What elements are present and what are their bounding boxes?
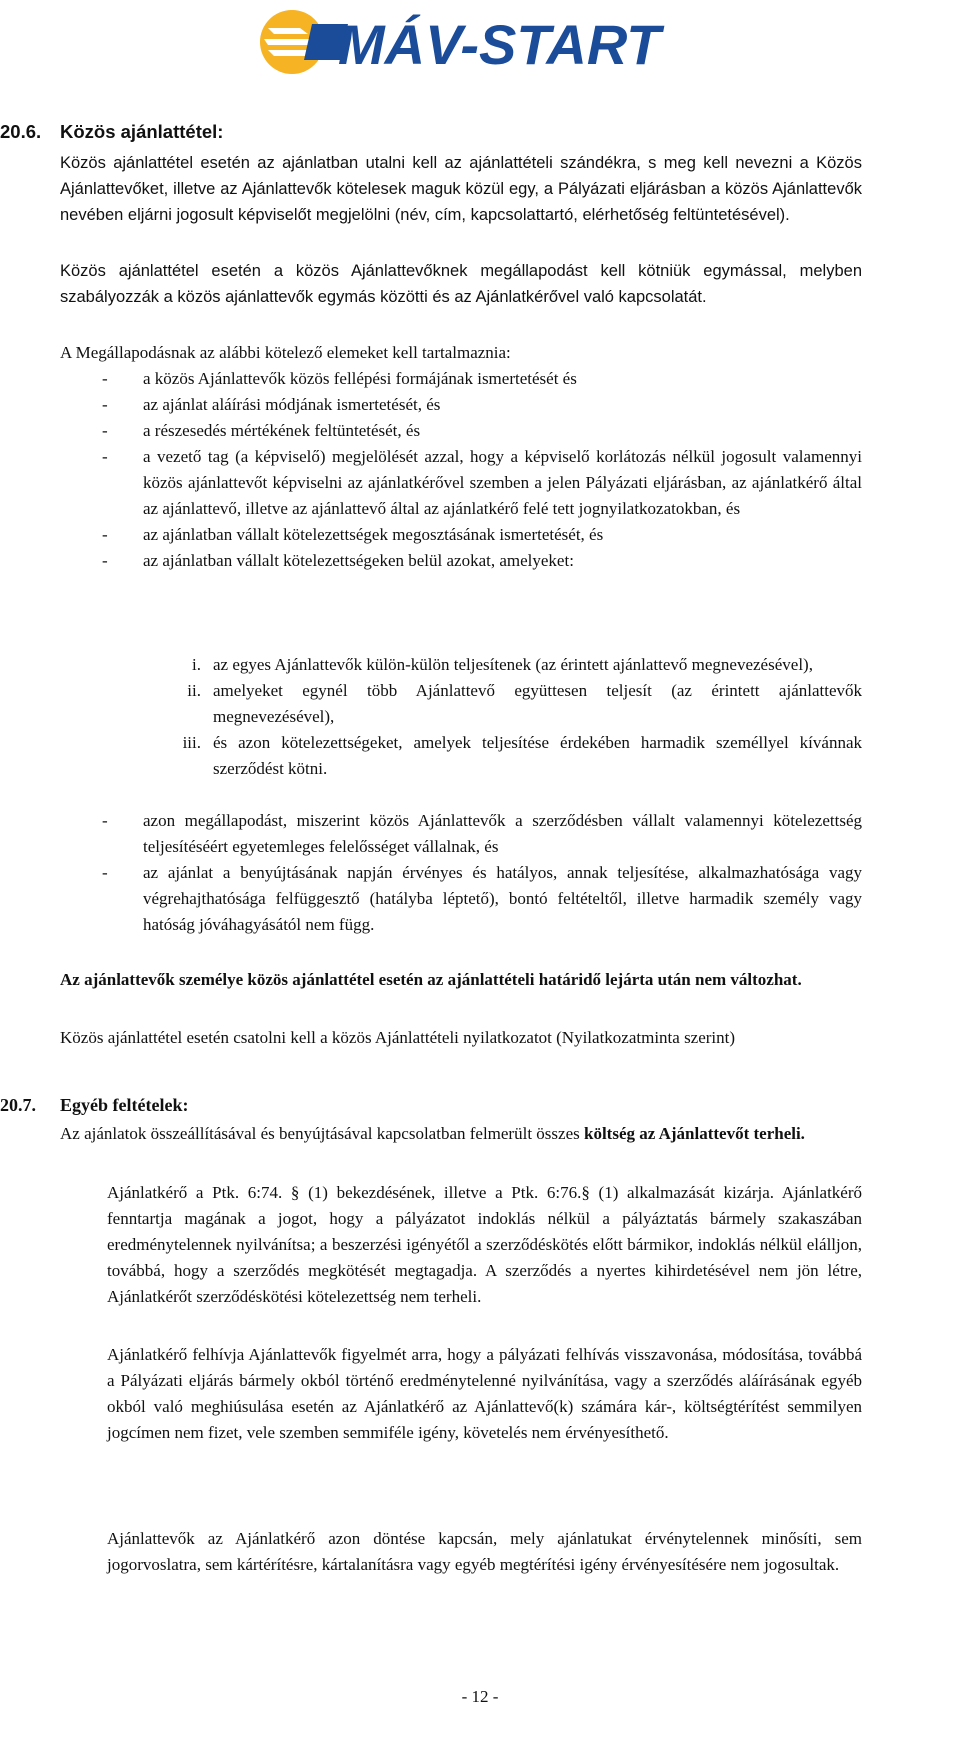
cost-intro: Az ajánlatok összeállításával és benyújtásával kapcsolatban felmerült összes — [60, 1124, 584, 1143]
sub-items-list — [182, 652, 862, 782]
list-item — [182, 730, 862, 782]
list-item-text: a vezető tag (a képviselő) megjelölését azzal, hogy a képviselő korlátozás nélkül jogosult valamennyi közös ajánlattevőt képviselni az ajánlatkérővel szemben a jelen Pályázati eljárásban, az ajánlatkérő által az ajánlattevő, illetve az ajánlattevő által az ajánlatkérő felé tett jognyilatkozatokban, és — [143, 447, 862, 518]
list-item-text: az egyes Ajánlattevők külön-külön teljesítenek (az érintett ajánlattevő megnevezésével), — [213, 655, 813, 674]
list-item-text: az ajánlatban vállalt kötelezettségeken belül azokat, amelyeket: — [143, 551, 574, 570]
dash-marker: - — [102, 369, 108, 388]
list-item — [102, 860, 862, 938]
bold-note: Az ajánlattevők személye közös ajánlattétel esetén az ajánlattételi határidő lejárta után nem változhat. — [60, 970, 802, 989]
list-item — [102, 808, 862, 860]
attach-note: Közös ajánlattétel esetén csatolni kell a közös Ajánlattételi nyilatkozatot (Nyilatkozatminta szerint) — [60, 1028, 736, 1047]
list-item-text: azon megállapodást, miszerint közös Ajánlattevők a szerződésben vállalt valamennyi kötelezettség teljesítéséért egyetemleges felelősséget vállalnak, és — [143, 811, 862, 856]
roman-marker: iii. — [182, 733, 201, 752]
dash-marker: - — [102, 421, 108, 440]
list-item — [102, 548, 862, 574]
list-item-text: az ajánlat a benyújtásának napján érvényes és hatályos, annak teljesítése, alkalmazhatósága vagy végrehajthatósága felfüggesztő (hatályba léptető), bontó feltételtől, illetve harmadik személy vagy hatóság jóváhagyásától nem függ. — [143, 863, 862, 934]
paragraph-ptk: Ajánlatkérő a Ptk. 6:74. § (1) bekezdésének, illetve a Ptk. 6:76.§ (1) alkalmazását kizárja. Ajánlatkérő fenntartja magának a jogot, hogy a pályázatot indoklás nélkül a pályáztatás bármely szakaszában eredménytelennek nyilvánítsa; a beszerzési igényétől a szerződéskötés előtt bármikor, indoklás nélkül elálljon, továbbá, hogy a szerződés megkötését megtagadja. A szerződés a nyertes kihirdetésével nem jön létre, Ajánlatkérőt szerződéskötési kötelezettség nem terheli. — [107, 1183, 862, 1306]
list-item-text: a közös Ajánlattevők közös fellépési formájának ismertetését és — [143, 369, 577, 388]
dash-marker: - — [102, 447, 108, 466]
list-item-text: az ajánlat aláírási módjának ismertetését, és — [143, 395, 441, 414]
section-number: 20.7. — [0, 1095, 36, 1115]
dash-marker: - — [102, 395, 108, 414]
list-item — [102, 444, 862, 522]
list-item — [102, 522, 862, 548]
paragraph-no-remedy: Ajánlattevők az Ajánlatkérő azon döntése kapcsán, mely ajánlatukat érvénytelennek minősíti, sem jogorvoslatra, sem kártérítésre, kártalanításra vagy egyéb megtérítési igény érvényesítésére nem jogosultak. — [107, 1529, 862, 1574]
list-item — [102, 366, 862, 392]
logo-text: MÁV-START — [338, 13, 661, 76]
cost-bold: költség az Ajánlattevőt terheli. — [583, 1124, 805, 1143]
list-item — [187, 678, 862, 730]
list-item — [192, 652, 862, 678]
section-number: 20.6. — [0, 121, 42, 142]
cost-paragraph — [60, 1121, 862, 1147]
paragraph-joint-bid-intro: Közös ajánlattétel esetén az ajánlatban utalni kell az ajánlattételi szándékra, s meg kell nevezni a Közös Ajánlattevőket, illetve az Ajánlattevők kötelesek maguk közül egy, a Pályázati eljárásban a közös Ajánlattevők nevében eljárni jogosult képviselőt megjelölni (név, cím, kapcsolattartó, elérhetőség feltüntetésével). — [60, 154, 862, 224]
page-number: - 12 - — [461, 1687, 499, 1706]
list-item — [102, 392, 862, 418]
dash-marker: - — [102, 863, 108, 882]
roman-marker: ii. — [187, 681, 201, 700]
agreement-intro: A Megállapodásnak az alábbi kötelező elemeket kell tartalmaznia: — [60, 343, 511, 362]
requirements-list-continued — [102, 808, 862, 938]
list-item-text: az ajánlatban vállalt kötelezettségek megosztásának ismertetését, és — [143, 525, 604, 544]
list-item-text: a részesedés mértékének feltüntetését, és — [143, 421, 421, 440]
section-title: Egyéb feltételek: — [60, 1095, 189, 1115]
roman-marker: i. — [192, 655, 201, 674]
requirements-list — [102, 366, 862, 574]
mav-start-logo — [252, 6, 672, 78]
list-item-text: és azon kötelezettségeket, amelyek teljesítése érdekében harmadik személlyel kívánnak szerződést kötni. — [213, 733, 862, 778]
dash-marker: - — [102, 551, 108, 570]
paragraph-withdrawal: Ajánlatkérő felhívja Ajánlattevők figyelmét arra, hogy a pályázati felhívás visszavonása, módosítása, továbbá a Pályázati eljárás bármely okból történő eredménytelenné nyilvánítása, vagy a szerződés aláírásának egyéb okból való meghiúsulása esetén az Ajánlatkérő az Ajánlattevő(k) számára kár-, költségtérítést semmilyen jogcímen nem fizet, vele szemben semmiféle igény, követelés nem érvényesíthető. — [107, 1345, 862, 1442]
paragraph-joint-agreement: Közös ajánlattétel esetén a közös Ajánlattevőknek megállapodást kell kötniük egymással, melyben szabályozzák a közös ajánlattevők egymás közötti és az Ajánlatkérővel való kapcsolatát. — [60, 262, 862, 306]
list-item-text: amelyeket egynél több Ajánlattevő együttesen teljesít (az érintett ajánlattevők megnevezésével), — [213, 681, 862, 726]
dash-marker: - — [102, 525, 108, 544]
section-title: Közös ajánlattétel: — [60, 121, 224, 142]
dash-marker: - — [102, 811, 108, 830]
list-item — [102, 418, 862, 444]
